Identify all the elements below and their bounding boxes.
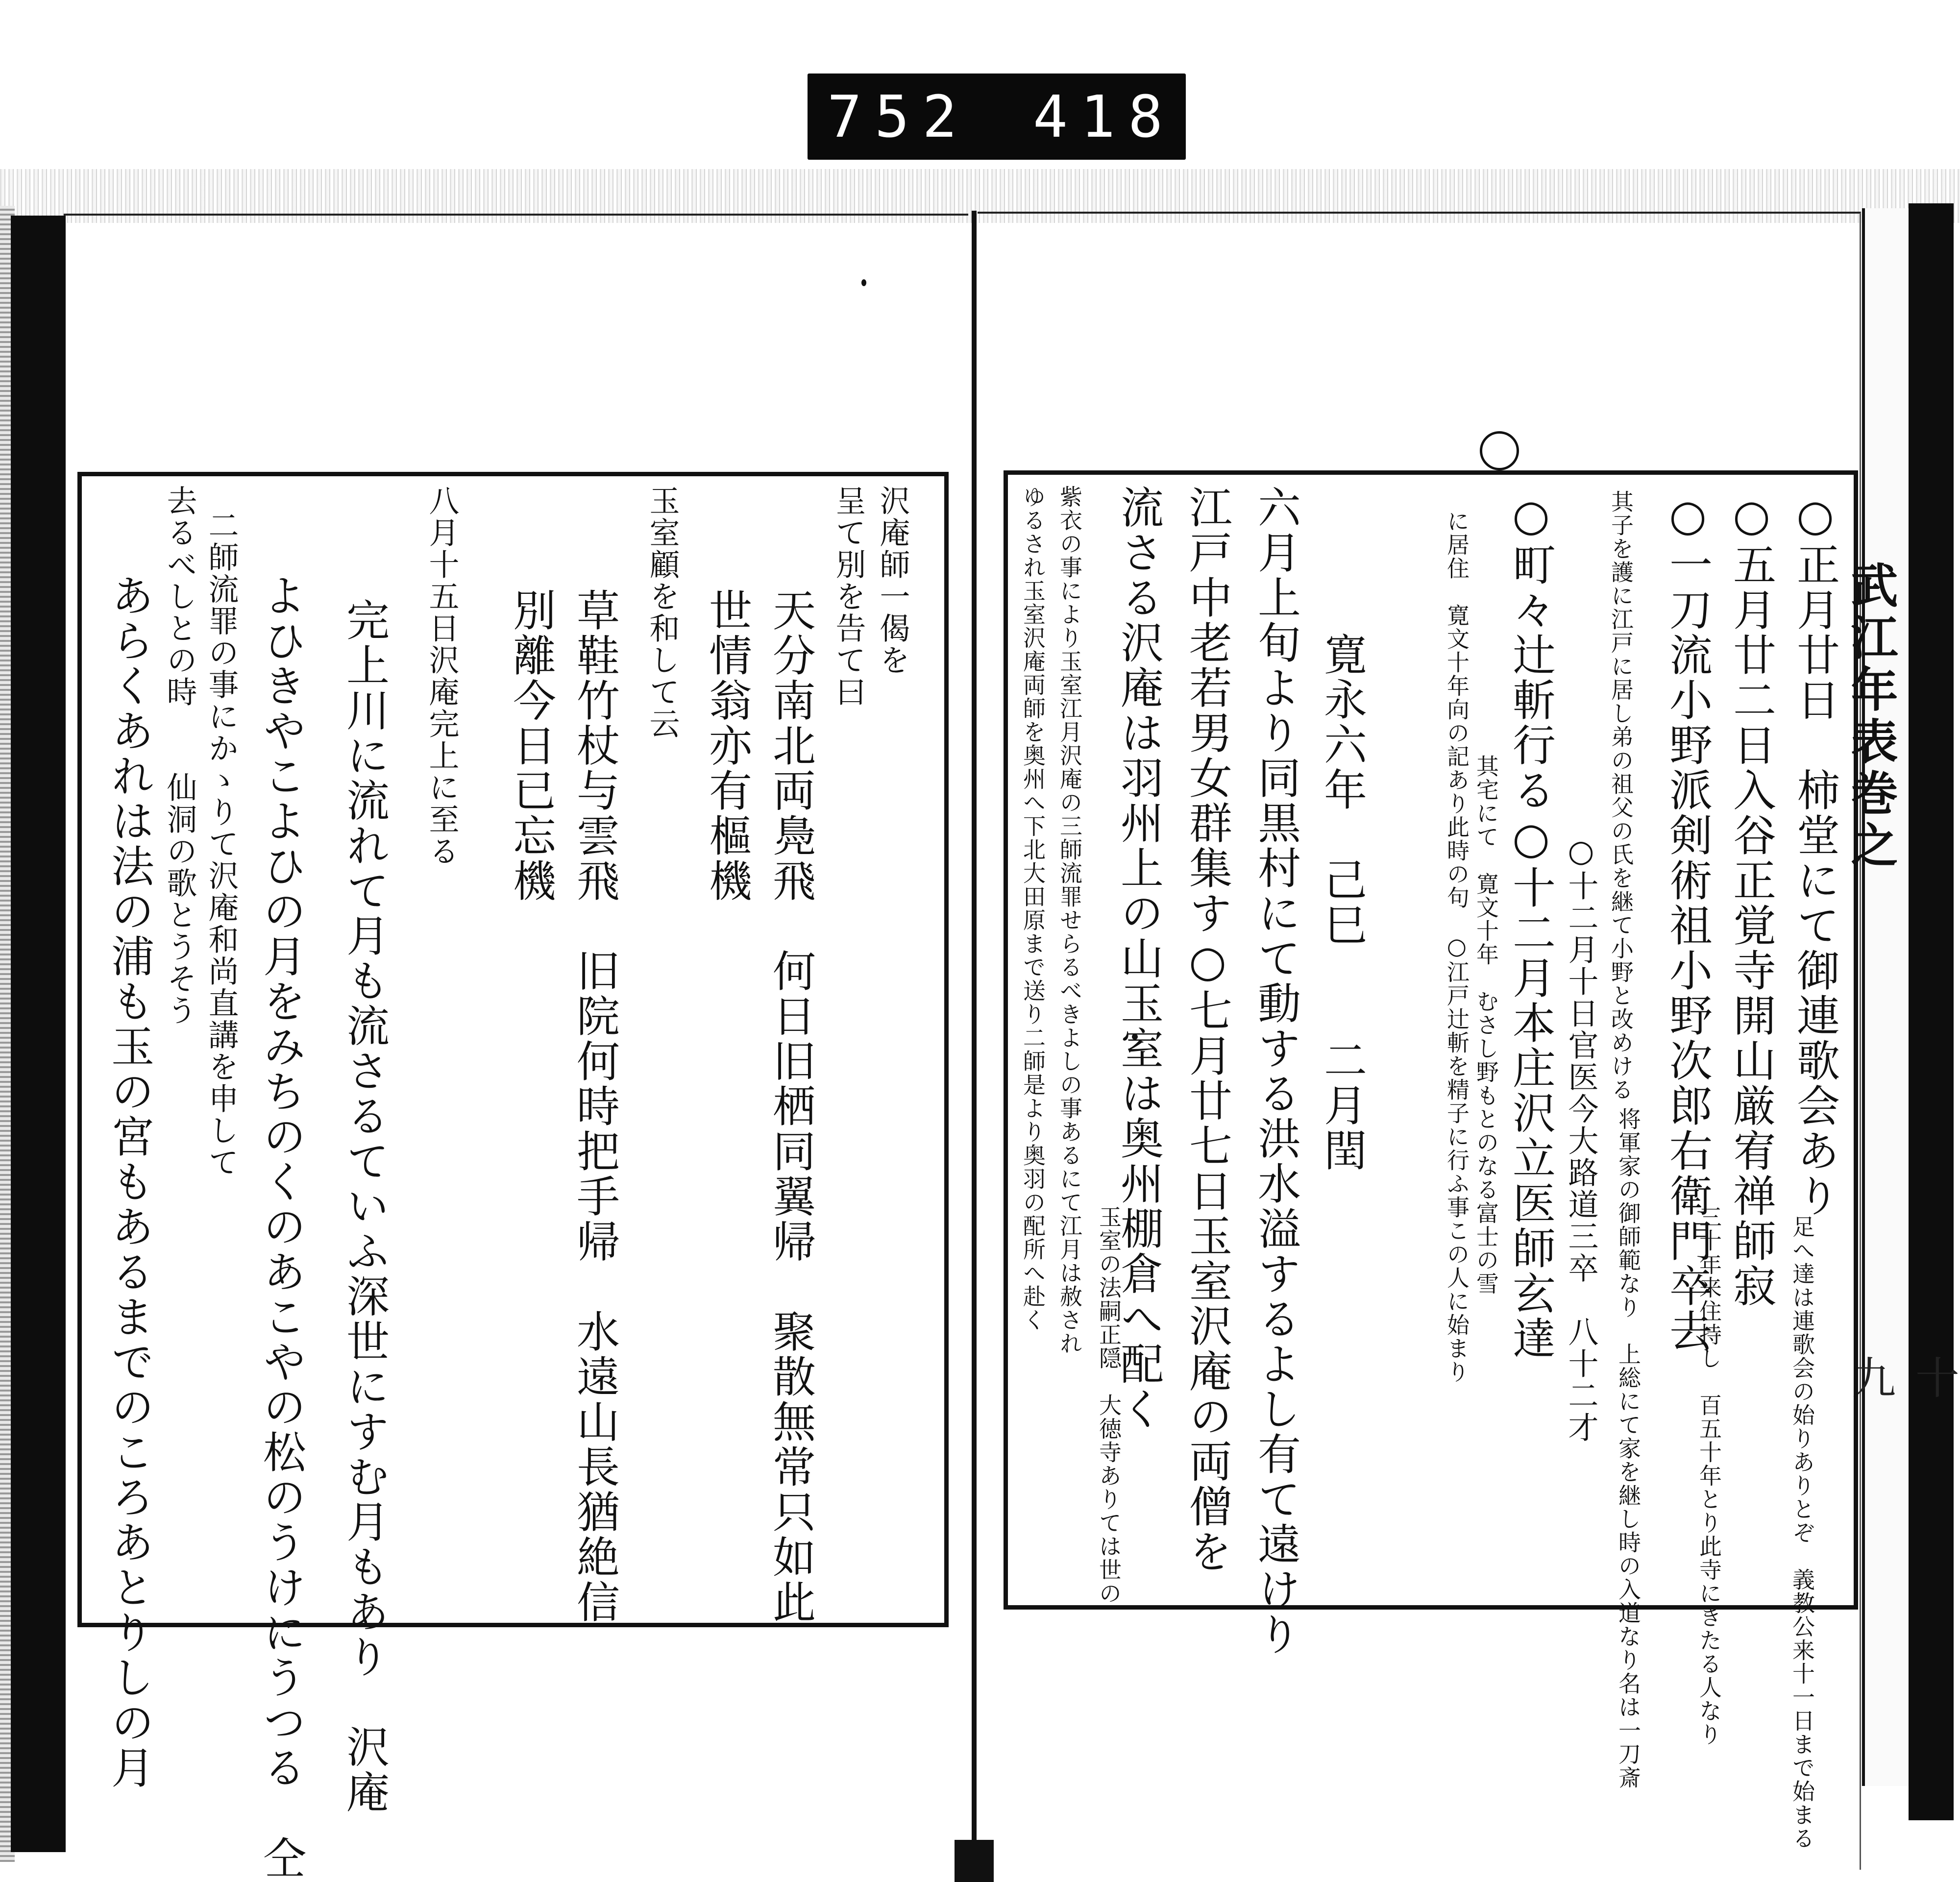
poem-column: 天分南北両鳧飛 何日旧栖同翼帰 聚散無常只如此 [766, 588, 816, 1625]
poem-column: 別離今日已忘機 [506, 588, 557, 904]
poem-column: 完上川に流れて月も流さるていふ深世にすむ月もあり 沢庵 [340, 598, 390, 1815]
book-spine-base [955, 1840, 994, 1882]
text-column: 六月上旬より同黒村にて動する洪水溢するよし有て遠けり [1251, 485, 1301, 1657]
text-column: 八月十五日沢庵完上に至る [424, 485, 460, 867]
annotation-column: 其子を護に江戸に居し弟の祖父の氏を継て小野と改めける [1608, 490, 1634, 1101]
text-column: ○一刀流小野派剣術祖小野次郎右衛門卒去 [1663, 490, 1713, 1354]
text-column: ○十二月十日官医今大路道三卒 八十二才 [1563, 833, 1599, 1443]
annotation-column: に居住 寛文十年向の記あり此時の句 ○江戸辻斬を精子に行ふ事この人に始まり [1444, 510, 1470, 1384]
film-number-label [808, 73, 1186, 160]
annotation-column: 将軍家の御師範なり 上総にて家を継し時の入道なり名は一刀斎 [1615, 1107, 1642, 1789]
poem-column: よひきやこよひの月をみちのくのあこやの松のうけにうつる 仝 [256, 573, 307, 1881]
film-reel-number: 752 [827, 83, 970, 150]
text-column: 江戸中老若男女群集す○七月廿七日玉室沢庵の両僧を [1182, 485, 1233, 1574]
annotation-column: 其宅にて 寛文十年 むさし野もとのなる富士の雪 [1473, 755, 1499, 1295]
annotation-column: 玉室の法嗣正隠 大徳寺ありては世の [1096, 1205, 1122, 1605]
text-column: 沢庵師一偈を [875, 485, 910, 676]
text-column: 寛永六年 己巳 二月閏 [1317, 632, 1368, 1173]
text-column: 玉室顧を和して云 [644, 485, 680, 740]
text-column: 二師流罪の事にかゝりて沢庵和尚直講を申して [203, 510, 239, 1178]
text-column: 呈て別を告て曰 [831, 485, 866, 708]
annotation-column: ゆるされ玉室沢庵両師を奥州へ下北大田原まで送り二師是より奥羽の配所へ赴く [1020, 485, 1046, 1332]
text-column: 流さる沢庵は羽州上の山玉室は奥州棚倉へ配く [1114, 485, 1164, 1432]
book-spine [972, 211, 977, 1882]
book-title: 武江年表巻之 [1843, 561, 1899, 873]
text-column: ○町々辻斬行る○十二月本庄沢立医師玄達 [1506, 490, 1556, 1361]
book-edge-left [11, 216, 66, 1852]
poem-column: あらくあれは法の浦も玉の宮もあるまでのころあとりしの月 [104, 573, 155, 1790]
annotation-column: 三十年来住持し 百五十年とり此寺にきたる人なり [1696, 1205, 1722, 1746]
text-column: ○正月廿日 柿堂にて御連歌会あり [1790, 490, 1840, 1219]
text-column: ○五月廿二日入谷正覚寺開山厳宥禅師寂 [1726, 490, 1777, 1309]
annotation-column: 紫衣の事により玉室江月沢庵の三師流罪せらるべきよしの事あるにて江月は赦され [1056, 485, 1083, 1355]
poem-column: 世情翁亦有樞機 [702, 588, 753, 904]
folio-number: 十九 [1844, 1355, 1959, 1399]
text-column: 去るべしとの時 仙洞の歌とうそう [162, 485, 197, 1027]
ink-speck [861, 279, 866, 286]
annotation-column: 足へ達は連歌会の始りありとぞ 義教公来十一日まで始まる [1789, 1215, 1815, 1850]
book-edge-right [1909, 203, 1954, 1820]
film-frame-number: 418 [1033, 83, 1176, 150]
poem-column: 草鞋竹杖与雲飛 旧院何時把手帰 水遠山長猶絶信 [570, 588, 620, 1625]
circle-mark [1480, 431, 1519, 470]
